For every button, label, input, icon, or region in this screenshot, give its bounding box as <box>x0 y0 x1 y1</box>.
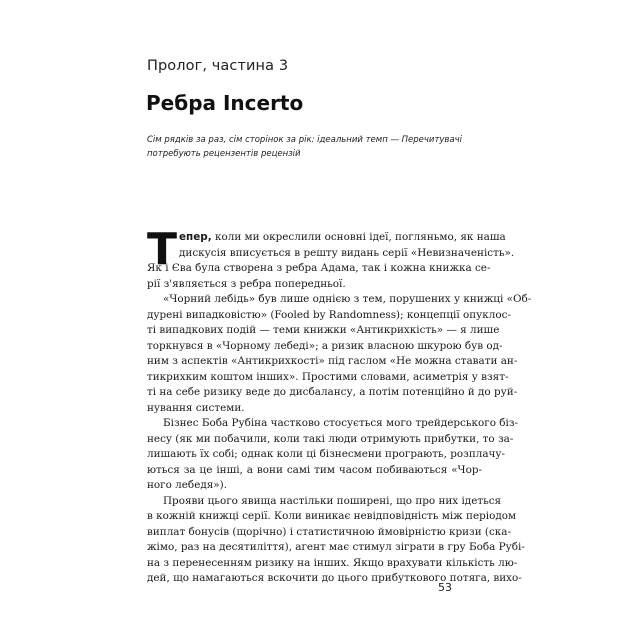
text-line: Бізнес Боба Рубіна частково стосується мого трейдерського біз- <box>163 417 519 429</box>
body-text <box>147 224 532 587</box>
epigraph-line: Сім рядків за раз, сім сторінок за рік: ідеальний темп — Перечитувачі <box>147 135 463 145</box>
epigraph-line: потребують рецензентів рецензій <box>147 149 301 159</box>
text-line: дурені випадковістю» (Fooled by Randomness); концепції опуклос- <box>147 308 511 321</box>
text-line: на з перенесенням ризику на інших. Якщо врахувати кількість лю- <box>147 556 518 569</box>
page-number: 53 <box>438 581 452 594</box>
text-line: ються за це інші, а вони самі тим часом побиваються «Чор- <box>147 463 482 476</box>
text-line: Прояви цього явища настільки поширені, що про них ідеться <box>163 494 502 507</box>
text-line: дискусія вписується в решту видань серії «Невизначеність». <box>179 246 515 259</box>
text-line: ті на себе ризику веде до дисбалансу, а потім потенційно й до руй- <box>147 386 518 398</box>
chapter-title: Ребра Incerto <box>146 91 304 115</box>
text-line: ним з аспектів «Антикрихкості» під гаслом «Не можна ставати ан- <box>147 355 518 367</box>
text-line: тикрихким коштом інших». Простими словами, асиметрія у взят- <box>147 370 509 383</box>
part-label: Пролог, частина 3 <box>147 58 289 74</box>
text-line: «Чорний лебідь» був лише однією з тем, порушених у книжці «Об- <box>163 293 532 305</box>
text-line: лишають їх собі; однак коли ці бізнесмени програють, розплачу- <box>147 448 506 460</box>
text-line: виплат бонусів (щорічно) і статистичною ймовірністю кризи (ска- <box>147 525 511 538</box>
paragraph <box>147 224 515 292</box>
text-line: в кожній книжці серії. Коли виникає невідповідність між періодом <box>147 510 517 522</box>
text-line: ті випадкових подій — теми книжки «Антикрихкість» — я лише <box>147 324 500 336</box>
lead-word: епер, <box>179 231 212 243</box>
paragraph <box>147 292 532 416</box>
text-line: жімо, раз на десятиліття), агент має стимул зіграти в гру Боба Рубі- <box>147 541 525 553</box>
text-line: ного лебедя»). <box>147 479 228 491</box>
paragraph <box>147 416 519 494</box>
text-line: несу (як ми побачили, коли такі люди отримують прибутки, то за- <box>147 432 514 445</box>
text-line: нування системи. <box>147 401 245 414</box>
paragraph <box>147 494 525 587</box>
line-text: коли ми окреслили основні ідеї, погляньмо, як наша <box>211 231 506 243</box>
text-line: Як і Єва була створена з ребра Адама, так і кожна книжка се- <box>147 262 491 274</box>
text-line: рії з'являється з ребра попередньої. <box>147 277 346 290</box>
text-line <box>147 230 506 246</box>
drop-cap: Т <box>147 224 178 275</box>
text-line: торкнувся в «Чорному лебеді»; а ризик власною шкурою був од- <box>147 339 503 352</box>
text-line: дей, що намагаються вскочити до цього прибуткового потяга, вихо- <box>147 572 522 584</box>
epigraph <box>147 133 487 161</box>
